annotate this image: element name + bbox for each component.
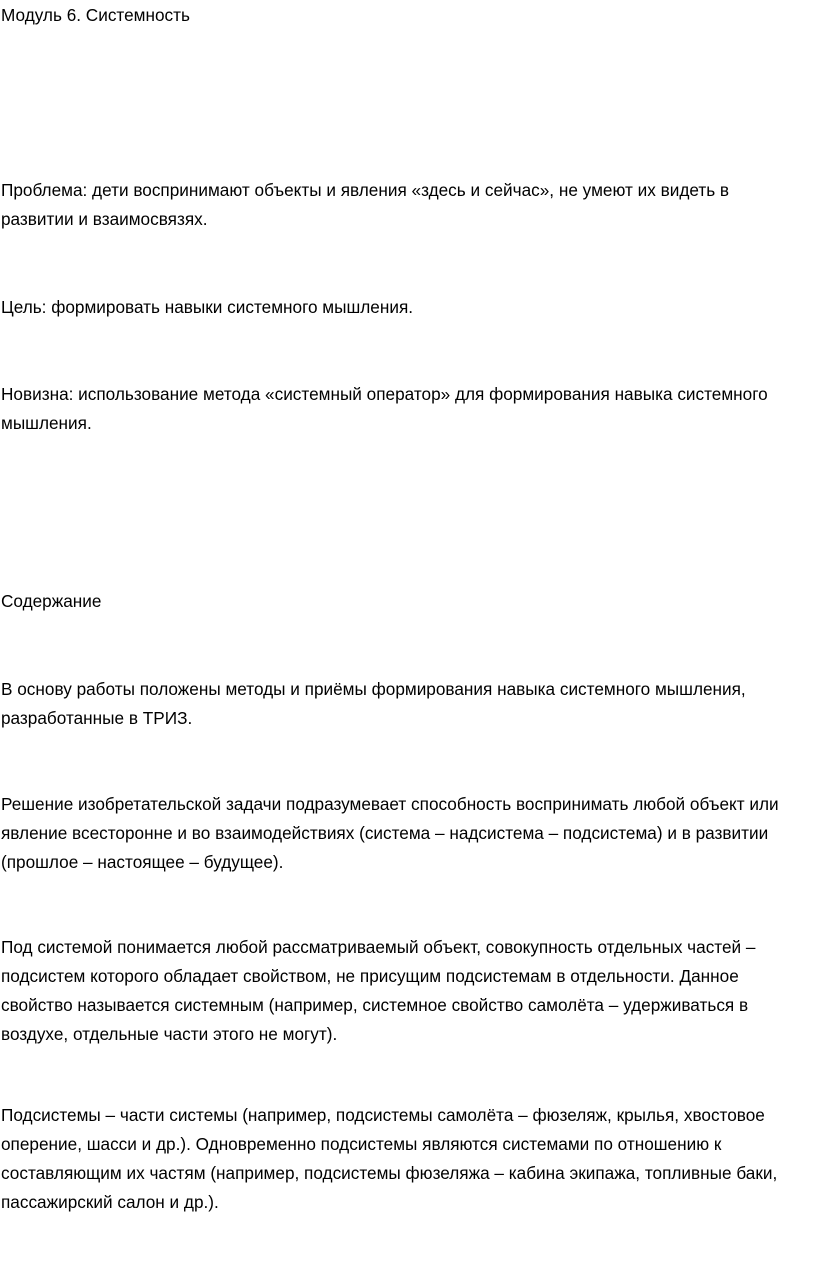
- problem-statement: Проблема: дети воспринимают объекты и явления «здесь и сейчас», не умеют их видеть в развитии и взаимосвязях.: [1, 180, 730, 229]
- novelty-statement: Новизна: использование метода «системный оператор» для формирования навыка системного мышления.: [1, 384, 768, 433]
- content-paragraph-2: Решение изобретательской задачи подразумевает способность воспринимать любой объект или явление всесторонне и во взаимодействиях (система – надсистема – подсистема) и в развитии (прошлое – настоящее – будущее).: [1, 794, 779, 872]
- content-paragraph-1: В основу работы положены методы и приёмы формирования навыка системного мышления, разработанные в ТРИЗ.: [1, 679, 746, 728]
- content-paragraph-4: Подсистемы – части системы (например, подсистемы самолёта – фюзеляж, крылья, хвостовое оперение, шасси и др.). Одновременно подсистемы являются системами по отношению к составляющим их частям (например, подсистемы фюзеляжа – кабина экипажа, топливные баки, пассажирский салон и др.).: [1, 1105, 778, 1212]
- content-heading: Содержание: [1, 591, 102, 611]
- goal-statement: Цель: формировать навыки системного мышления.: [1, 297, 414, 317]
- module-title: Модуль 6. Системность: [1, 5, 190, 25]
- content-paragraph-3: Под системой понимается любой рассматриваемый объект, совокупность отдельных частей – подсистем которого обладает свойством, не присущим подсистемам в отдельности. Данное свойство называется системным (например, системное свойство самолёта – удерживаться в воздухе, отдельные части этого не могут).: [1, 937, 756, 1044]
